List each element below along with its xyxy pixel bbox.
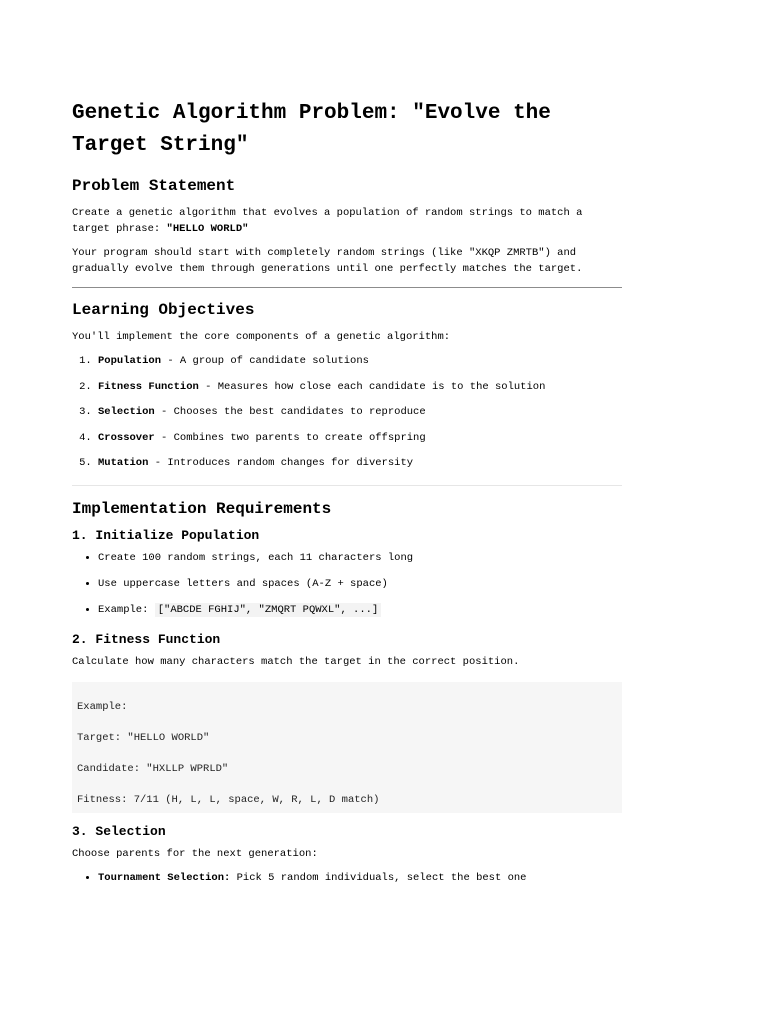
initialize-population-heading: 1. Initialize Population [72,528,260,544]
list-item [98,353,622,369]
objective-desc: - Chooses the best candidates to reproduce [154,406,426,419]
objectives-intro: You'll implement the core components of a genetic algorithm: [72,331,451,343]
code-line: Target: "HELLO WORLD" [77,731,210,744]
list-item [98,379,622,395]
selection-heading: 3. Selection [72,823,166,839]
problem-text: Create a genetic algorithm that evolves a population of random strings to match a target phrase: [72,207,583,235]
objective-term: Crossover [98,431,155,444]
section-divider [72,287,622,288]
selection-term: Tournament Selection: [98,871,231,884]
objective-desc: - A group of candidate solutions [161,355,369,367]
list-item: • Create 100 random strings, each 11 characters long [98,550,622,566]
problem-paragraph-1 [72,205,622,237]
problem-statement-heading: Problem Statement [72,177,236,195]
code-line: Candidate: "HXLLP WPRLD" [77,762,229,775]
fitness-code-block [72,682,622,813]
target-phrase: "HELLO WORLD" [166,223,249,235]
list-item [98,602,622,618]
list-item [98,870,622,886]
example-label: Example: [98,603,155,616]
objective-term: Fitness Function [98,380,199,393]
objective-desc: - Measures how close each candidate is to the solution [198,380,546,393]
objective-term: Mutation [98,457,149,470]
list-item: • Use uppercase letters and spaces (A-Z + space) [98,576,622,592]
list-item [98,455,622,471]
page-title: Genetic Algorithm Problem: "Evolve the Target String" [72,102,551,157]
objective-term: Selection [98,406,155,419]
objective-desc: - Combines two parents to create offspring [154,431,426,444]
selection-description: Choose parents for the next generation: [72,847,318,860]
list-item [98,430,622,446]
problem-paragraph-2: Your program should start with completely random strings (like "XKQP ZMRTB") and gradually evolve them through generations until one perfectly matches the target. [72,247,583,275]
objective-desc: - Introduces random changes for diversity [148,457,414,470]
example-inline-code: ["ABCDE FGHIJ", "ZMQRT PQWXL", ...] [155,603,382,617]
learning-objectives-heading: Learning Objectives [72,301,255,319]
initialize-population-list [72,550,622,617]
selection-desc: Pick 5 random individuals, select the best one [230,871,527,884]
code-line: Fitness: 7/11 (H, L, L, space, W, R, L, D match) [77,793,380,806]
selection-list [72,870,622,886]
objectives-list [72,353,622,471]
fitness-function-heading: 2. Fitness Function [72,631,221,647]
list-item [98,404,622,420]
code-line: Example: [77,700,128,713]
fitness-description: Calculate how many characters match the target in the correct position. [72,655,520,668]
document [72,98,622,894]
implementation-requirements-heading: Implementation Requirements [72,500,332,519]
objective-term: Population [98,355,162,367]
section-divider [72,485,622,486]
